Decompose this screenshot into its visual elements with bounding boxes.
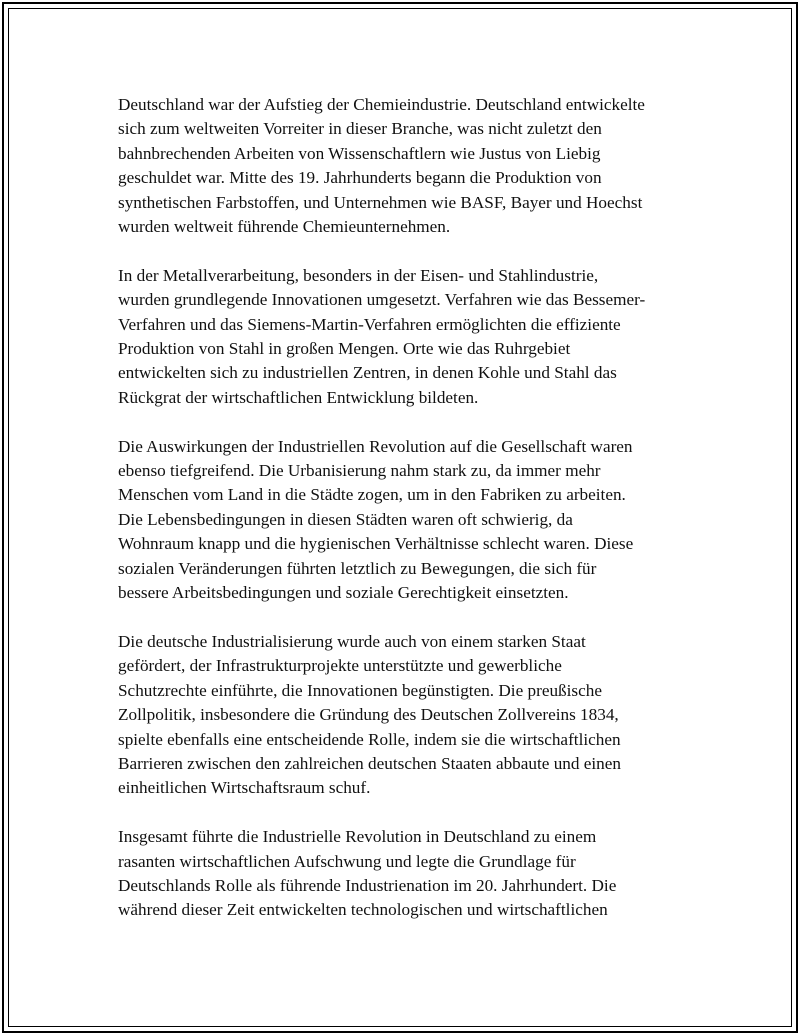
paragraph-metallverarbeitung bbox=[118, 264, 698, 410]
paragraph-gesellschaft bbox=[118, 435, 698, 606]
text-line: ebenso tiefgreifend. Die Urbanisierung nahm stark zu, da immer mehr bbox=[118, 461, 601, 481]
text-line: Zollpolitik, insbesondere die Gründung des Deutschen Zollvereins 1834, bbox=[118, 705, 619, 725]
text-line: wurden weltweit führende Chemieunternehmen. bbox=[118, 217, 451, 237]
text-line: rasanten wirtschaftlichen Aufschwung und legte die Grundlage für bbox=[118, 851, 576, 871]
text-line: Die Auswirkungen der Industriellen Revolution auf die Gesellschaft waren bbox=[118, 436, 633, 456]
paragraph-fazit bbox=[118, 825, 698, 923]
text-line: Die Lebensbedingungen in diesen Städten waren oft schwierig, da bbox=[118, 509, 573, 529]
text-line: Deutschland war der Aufstieg der Chemieindustrie. Deutschland entwickelte bbox=[118, 95, 645, 114]
text-line: sozialen Veränderungen führten letztlich zu Bewegungen, die sich für bbox=[118, 558, 597, 578]
text-line: Menschen vom Land in die Städte zogen, um in den Fabriken zu arbeiten. bbox=[118, 485, 626, 505]
document-body bbox=[118, 93, 698, 947]
text-line: während dieser Zeit entwickelten technologischen und wirtschaftlichen bbox=[118, 900, 608, 920]
text-line: Barrieren zwischen den zahlreichen deutschen Staaten abbaute und einen bbox=[118, 753, 621, 773]
text-line: Die deutsche Industrialisierung wurde auch von einem starken Staat bbox=[118, 631, 586, 651]
text-line: Wohnraum knapp und die hygienischen Verhältnisse schlecht waren. Diese bbox=[118, 534, 634, 554]
text-line: Verfahren und das Siemens-Martin-Verfahren ermöglichten die effiziente bbox=[118, 314, 621, 334]
text-line: spielte ebenfalls eine entscheidende Rolle, indem sie die wirtschaftlichen bbox=[118, 729, 621, 749]
text-line: entwickelten sich zu industriellen Zentren, in denen Kohle und Stahl das bbox=[118, 363, 617, 383]
text-line: Produktion von Stahl in großen Mengen. Orte wie das Ruhrgebiet bbox=[118, 339, 571, 359]
paragraph-chemieindustrie bbox=[118, 93, 698, 239]
text-line: Insgesamt führte die Industrielle Revolution in Deutschland zu einem bbox=[118, 827, 597, 847]
text-line: geschuldet war. Mitte des 19. Jahrhunderts begann die Produktion von bbox=[118, 168, 602, 188]
text-line: In der Metallverarbeitung, besonders in der Eisen- und Stahlindustrie, bbox=[118, 265, 599, 285]
text-line: einheitlichen Wirtschaftsraum schuf. bbox=[118, 778, 371, 798]
text-line: Deutschlands Rolle als führende Industrienation im 20. Jahrhundert. Die bbox=[118, 875, 617, 895]
text-line: bahnbrechenden Arbeiten von Wissenschaftlern wie Justus von Liebig bbox=[118, 143, 601, 163]
text-line: Schutzrechte einführte, die Innovationen begünstigten. Die preußische bbox=[118, 680, 602, 700]
text-line: synthetischen Farbstoffen, und Unternehmen wie BASF, Bayer und Hoechst bbox=[118, 192, 643, 212]
text-line: wurden grundlegende Innovationen umgesetzt. Verfahren wie das Bessemer- bbox=[118, 290, 646, 310]
text-line: gefördert, der Infrastrukturprojekte unterstützte und gewerbliche bbox=[118, 656, 562, 676]
text-line: sich zum weltweiten Vorreiter in dieser Branche, was nicht zuletzt den bbox=[118, 119, 602, 139]
paragraph-staat bbox=[118, 630, 698, 801]
text-line: Rückgrat der wirtschaftlichen Entwicklung bildeten. bbox=[118, 387, 479, 407]
text-line: bessere Arbeitsbedingungen und soziale Gerechtigkeit einsetzten. bbox=[118, 583, 569, 603]
